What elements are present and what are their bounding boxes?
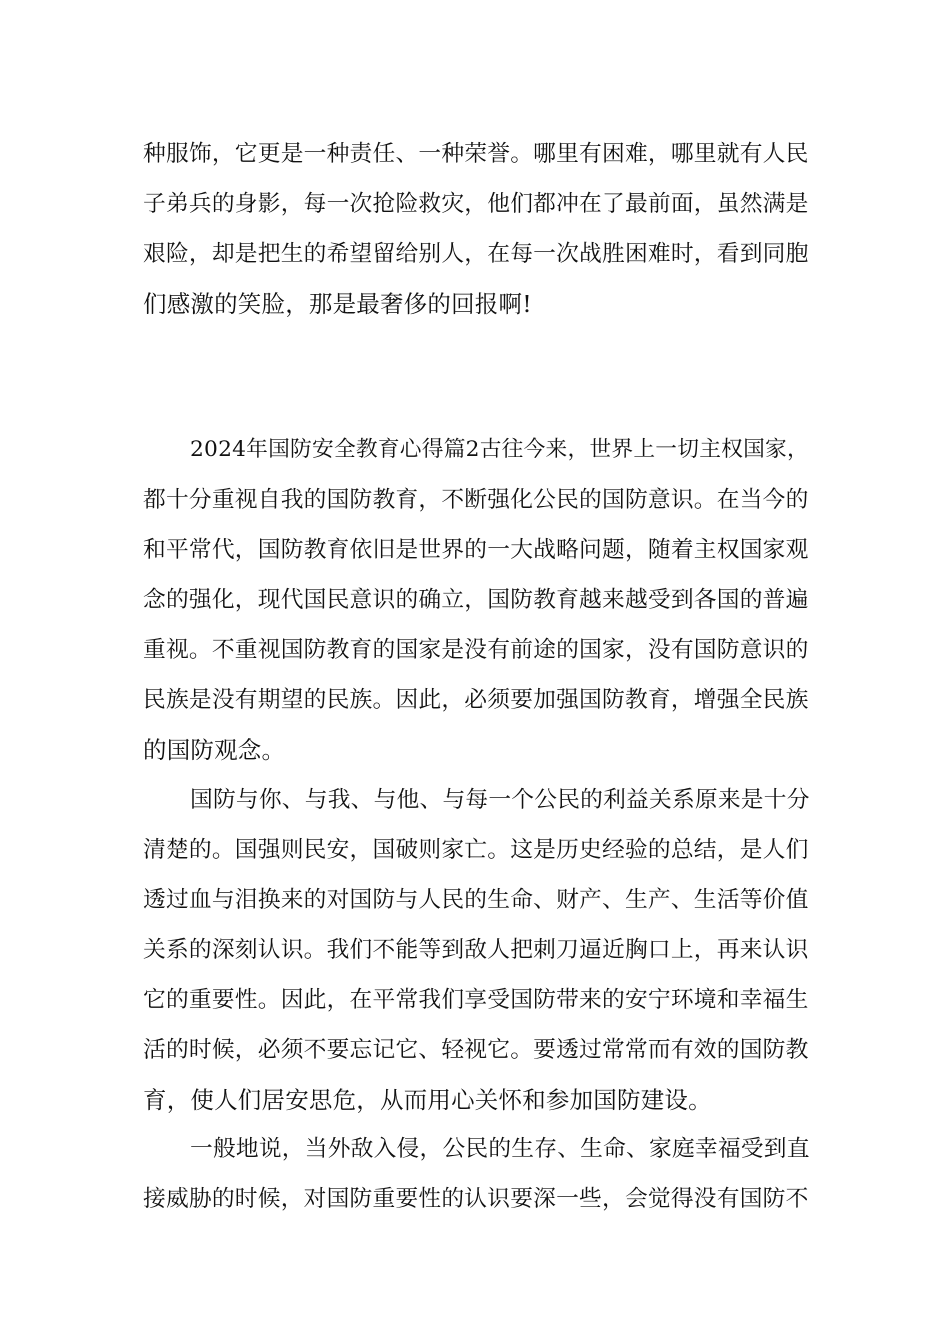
text-line: 和平常代，国防教育依旧是世界的一大战略问题，随着主权国家观 [143,537,809,563]
text-line: 念的强化，现代国民意识的确立，国防教育越来越受到各国的普遍 [143,587,809,613]
text-line: 育，使人们居安思危，从而用心关怀和参加国防建设。 [143,1086,712,1114]
text-line: 们感激的笑脸，那是最奢侈的回报啊! [143,290,532,318]
text-line: 关系的深刻认识。我们不能等到敌人把刺刀逼近胸口上，再来认识 [143,937,809,963]
paragraph-invasion [143,1124,813,1224]
text-line: 透过血与泪换来的对国防与人民的生命、财产、生产、生活等价值 [143,887,809,913]
text-line: 都十分重视自我的国防教育，不断强化公民的国防意识。在当今的 [143,487,809,513]
text-line: 清楚的。国强则民安，国破则家亡。这是历史经验的总结，是人们 [143,837,809,863]
paragraph-defense-interest [143,775,813,1125]
text-line: 它的重要性。因此，在平常我们享受国防带来的安宁环境和幸福生 [143,987,809,1013]
paragraph-continuation [143,129,813,329]
text-line: 民族是没有期望的民族。因此，必须要加强国防教育，增强全民族 [143,687,809,713]
text-line: 活的时候，必须不要忘记它、轻视它。要透过常常而有效的国防教 [143,1037,809,1063]
text-line: 艰险，却是把生的希望留给别人，在每一次战胜困难时，看到同胞 [143,241,809,267]
text-line: 子弟兵的身影，每一次抢险救灾，他们都冲在了最前面，虽然满是 [143,191,809,217]
text-line: 接威胁的时候，对国防重要性的认识要深一些，会觉得没有国防不 [143,1186,809,1212]
text-line: 重视。不重视国防教育的国家是没有前途的国家，没有国防意识的 [143,637,809,663]
text-line: 一般地说，当外敌入侵，公民的生存、生命、家庭幸福受到直 [190,1136,810,1162]
text-line: 的国防观念。 [143,736,286,764]
text-line: 国防与你、与我、与他、与每一个公民的利益关系原来是十分 [190,787,810,813]
text-line: 种服饰，它更是一种责任、一种荣誉。哪里有困难，哪里就有人民 [143,141,809,167]
paragraph-essay-2-intro [143,425,813,775]
text-line: 2024年国防安全教育心得篇2古往今来，世界上一切主权国家， [190,437,809,462]
